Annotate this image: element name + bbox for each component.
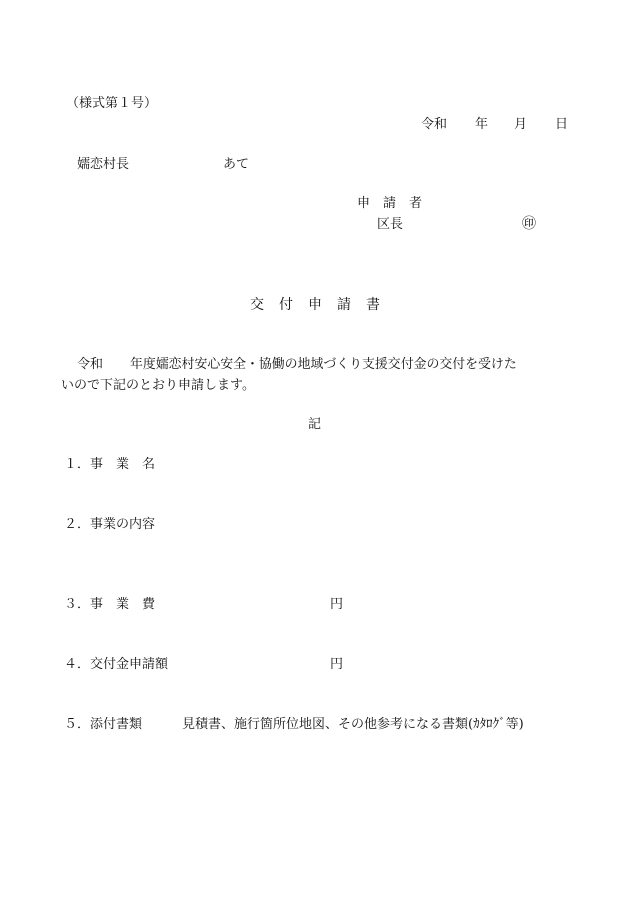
item-number: ３． bbox=[64, 597, 91, 612]
addressee-suffix: あて bbox=[223, 157, 250, 172]
item-unit: 円 bbox=[330, 657, 344, 672]
item-label: 添付書類 bbox=[90, 717, 143, 732]
date-era: 令和 bbox=[421, 117, 448, 132]
item-label: 事業名 bbox=[90, 457, 169, 472]
item-value: 見積書、施行箇所位地図、その他参考になる書類(ｶﾀﾛｸﾞ等) bbox=[182, 717, 524, 732]
item-number: ５． bbox=[64, 717, 91, 732]
seal-mark: ㊞ bbox=[522, 216, 536, 232]
date-year-label: 年 bbox=[475, 117, 489, 132]
item-number: １． bbox=[64, 457, 91, 472]
form-number: （様式第１号） bbox=[66, 96, 158, 111]
item-number: ４． bbox=[64, 657, 91, 672]
applicant-role: 区長 bbox=[377, 217, 404, 232]
item-label: 交付金申請額 bbox=[90, 657, 169, 672]
applicant-label: 申請者 bbox=[357, 196, 436, 211]
item-unit: 円 bbox=[330, 597, 344, 612]
document-title: 交付申請書 bbox=[250, 297, 395, 313]
body-line-2: いので下記のとおり申請します。 bbox=[61, 378, 255, 393]
item-label: 事業費 bbox=[90, 597, 169, 612]
item-number: ２． bbox=[64, 517, 91, 532]
ki-label: 記 bbox=[308, 417, 322, 432]
body-line-1: 年度嬬恋村安心安全・協働の地域づくり支援交付金の交付を受けた bbox=[130, 357, 517, 372]
item-label: 事業の内容 bbox=[90, 517, 156, 532]
date-month-label: 月 bbox=[514, 117, 528, 132]
date-day-label: 日 bbox=[555, 117, 569, 132]
addressee-name: 嬬恋村長 bbox=[77, 157, 130, 172]
body-era: 令和 bbox=[77, 357, 104, 372]
